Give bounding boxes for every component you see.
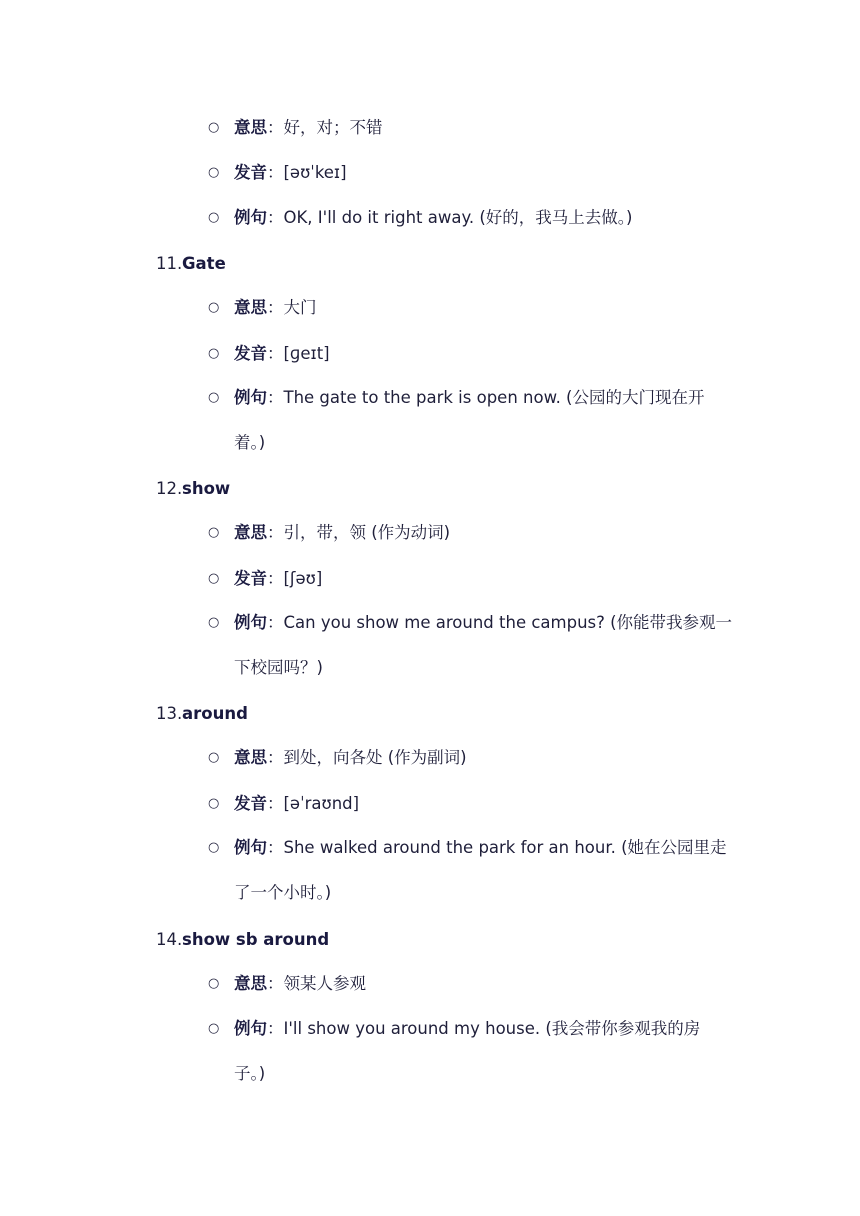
bullet-icon: ○ [208,796,220,811]
example-text: Can you show me around the campus? (你能带我参观一 [283,613,733,632]
meaning-label: 意思 [234,748,267,767]
bullet-icon: ○ [208,571,220,586]
bullet-icon: ○ [208,120,220,135]
pronunciation-text: [ɡeɪt] [283,344,330,363]
example-text: I'll show you around my house. (我会带你参观我的房 [283,1019,701,1038]
item-word: around [182,704,248,723]
meaning-text: 好，对；不错 [283,118,383,137]
bullet-icon: ○ [208,750,220,765]
item-number: 11. [156,254,183,273]
bullet-icon: ○ [208,525,220,540]
example-continuation: 下校园吗？) [234,658,323,677]
example-label: 例句 [234,388,267,407]
bullet-icon: ○ [208,210,220,225]
bullet-icon: ○ [208,615,220,630]
meaning-text: 到处，向各处 (作为副词) [283,748,467,767]
pronunciation-text: [əʊˈkeɪ] [283,163,347,182]
example-text: The gate to the park is open now. (公园的大门现在开 [283,388,705,407]
document-page: ○ 意思：好，对；不错 ○ 发音：[əʊˈkeɪ] ○ 例句：OK, I'll do it right away. (好的，我马上去做。) 11.Gate ○ 意思：大门 ○ 发音：[ɡeɪt] ○ 例句：The gate to the park is open now. (公园的大门现在开 着。) 12.show ○ 意思：引，带，领 (作为动词) ○ 发音：[ʃəʊ] ○ 例句：Can you show me around the campus? (你能带我参观一 下校园吗？) 13.around ○ 意思：到处，向各处 (作为副词) ○ 发音：[əˈraʊnd] ○ 例句：She walked around the park for an hour. (她在公园里走 了一个小时。) 14.show sb around ○ 意思：领某人参观 ○ 例句：I'll show you around my house. (我会带你参观我的房 子。) [0,0,860,1216]
item-word: Gate [182,254,226,273]
item-word: show sb around [182,930,330,949]
meaning-text: 领某人参观 [283,974,366,993]
item-word: show [182,479,231,498]
pronunciation-label: 发音 [234,794,267,813]
item-heading [156,928,329,952]
bullet-icon: ○ [208,976,220,991]
item-number: 12. [156,479,183,498]
pronunciation-text: [əˈraʊnd] [283,794,360,813]
item-number: 13. [156,704,183,723]
example-label: 例句 [234,1019,267,1038]
example-label: 例句 [234,613,267,632]
item-heading [156,477,230,501]
pronunciation-label: 发音 [234,344,267,363]
bullet-icon: ○ [208,840,220,855]
example-text: OK, I'll do it right away. (好的，我马上去做。) [283,208,633,227]
meaning-label: 意思 [234,523,267,542]
item-heading [156,252,226,276]
bullet-icon: ○ [208,390,220,405]
bullet-icon: ○ [208,300,220,315]
example-label: 例句 [234,208,267,227]
pronunciation-label: 发音 [234,163,267,182]
meaning-label: 意思 [234,298,267,317]
item-number: 14. [156,930,183,949]
bullet-icon: ○ [208,165,220,180]
example-label: 例句 [234,838,267,857]
example-continuation: 子。) [234,1064,266,1083]
example-continuation: 着。) [234,433,266,452]
example-continuation: 了一个小时。) [234,883,332,902]
pronunciation-text: [ʃəʊ] [283,569,323,588]
meaning-text: 引，带，领 (作为动词) [283,523,451,542]
bullet-icon: ○ [208,346,220,361]
meaning-label: 意思 [234,974,267,993]
item-heading [156,702,248,726]
meaning-label: 意思 [234,118,267,137]
bullet-icon: ○ [208,1021,220,1036]
meaning-text: 大门 [283,298,317,317]
pronunciation-label: 发音 [234,569,267,588]
example-text: She walked around the park for an hour. (她在公园里走 [283,838,727,857]
